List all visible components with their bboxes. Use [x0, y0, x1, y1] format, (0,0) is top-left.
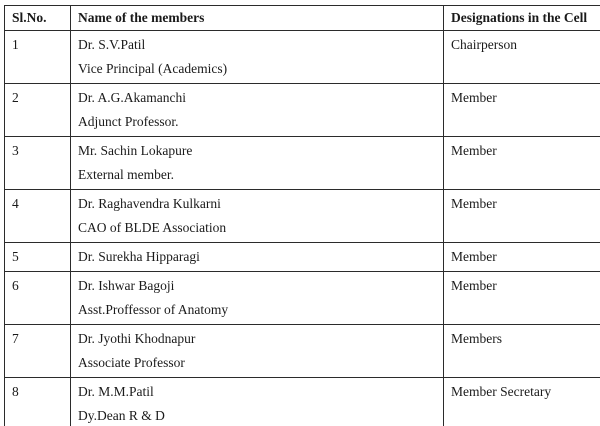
cell-designation: Member [444, 272, 600, 325]
cell-designation: Chairperson [444, 31, 600, 84]
member-role: CAO of BLDE Association [78, 220, 227, 235]
member-name: Dr. Raghavendra Kulkarni [78, 196, 221, 211]
cell-name [71, 31, 444, 84]
table-row [5, 84, 600, 137]
cell-slno: 7 [5, 325, 71, 378]
table-row [5, 31, 600, 84]
member-name: Dr. Surekha Hipparagi [78, 249, 200, 264]
table-row [5, 378, 600, 426]
cell-slno: 8 [5, 378, 71, 426]
table-row [5, 325, 600, 378]
cell-slno: 2 [5, 84, 71, 137]
cell-slno: 4 [5, 190, 71, 243]
header-row [5, 6, 600, 31]
cell-slno: 1 [5, 31, 71, 84]
cell-name [71, 190, 444, 243]
member-role: Dy.Dean R & D [78, 408, 165, 423]
member-name: Dr. Ishwar Bagoji [78, 278, 175, 293]
table-row [5, 137, 600, 190]
cell-designation: Members [444, 325, 600, 378]
cell-designation: Member [444, 137, 600, 190]
member-name: Dr. M.M.Patil [78, 384, 154, 399]
header-name: Name of the members [71, 6, 444, 31]
cell-name [71, 272, 444, 325]
member-name: Dr. A.G.Akamanchi [78, 90, 186, 105]
cell-name [71, 325, 444, 378]
table-row [5, 243, 600, 272]
member-name: Dr. S.V.Patil [78, 37, 146, 52]
cell-slno: 5 [5, 243, 71, 272]
member-role: Associate Professor [78, 355, 185, 370]
cell-name [71, 378, 444, 426]
cell-designation: Member [444, 243, 600, 272]
cell-slno: 6 [5, 272, 71, 325]
cell-designation: Member Secretary [444, 378, 600, 426]
cell-name [71, 137, 444, 190]
header-designation: Designations in the Cell [444, 6, 600, 31]
member-name: Mr. Sachin Lokapure [78, 143, 193, 158]
table-body [5, 31, 600, 426]
member-role: External member. [78, 167, 174, 182]
members-table [4, 5, 600, 426]
table-row [5, 272, 600, 325]
cell-designation: Member [444, 84, 600, 137]
member-name: Dr. Jyothi Khodnapur [78, 331, 196, 346]
table-row [5, 190, 600, 243]
cell-name [71, 243, 444, 272]
header-slno: Sl.No. [5, 6, 71, 31]
member-role: Vice Principal (Academics) [78, 61, 228, 76]
cell-slno: 3 [5, 137, 71, 190]
member-role: Adjunct Professor. [78, 114, 179, 129]
cell-name [71, 84, 444, 137]
cell-designation: Member [444, 190, 600, 243]
member-role: Asst.Proffessor of Anatomy [78, 302, 229, 317]
